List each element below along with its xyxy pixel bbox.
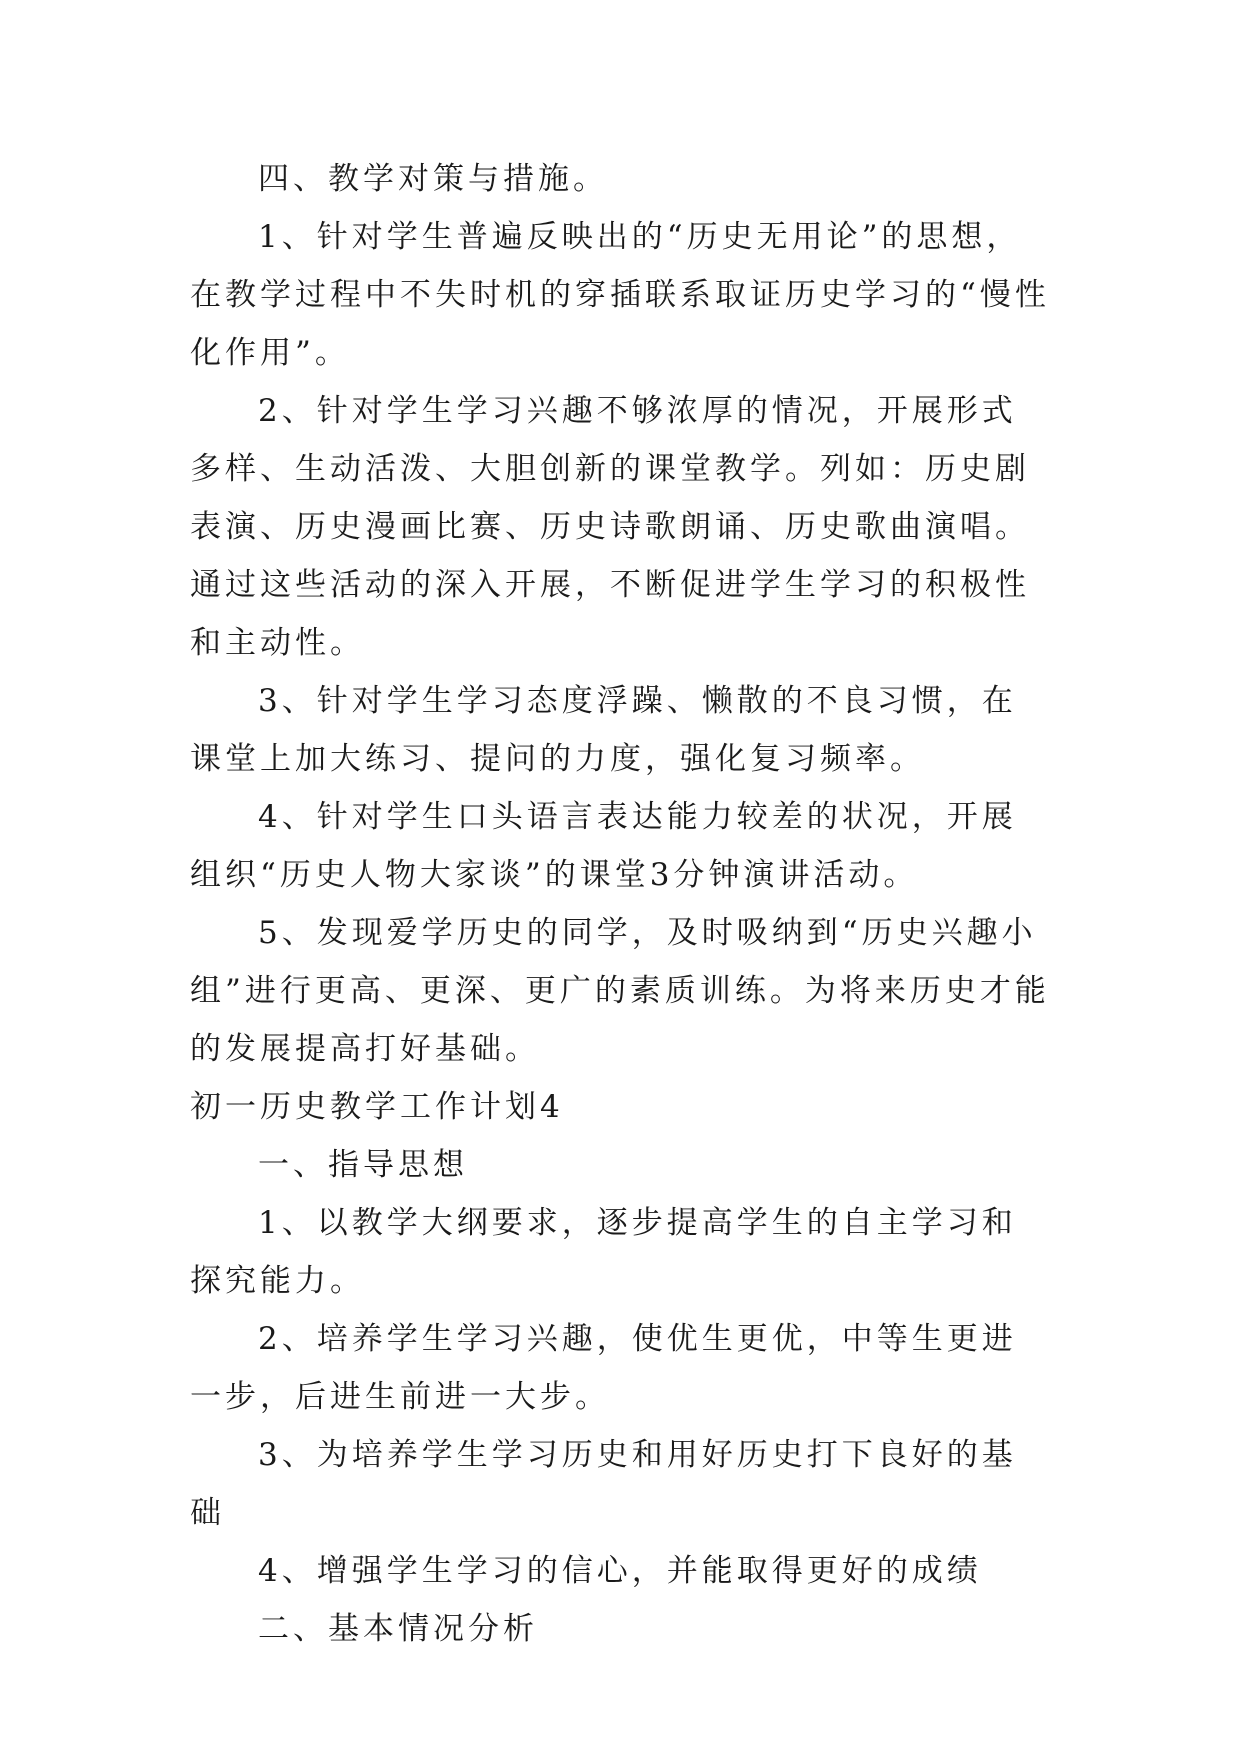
paragraph: 2、培养学生学习兴趣，使优生更优，中等生更进一步，后进生前进一大步。 bbox=[190, 1321, 1017, 1415]
document-title: 初一历史教学工作计划4 bbox=[190, 1089, 564, 1125]
paragraph: 1、以教学大纲要求，逐步提高学生的自主学习和探究能力。 bbox=[190, 1205, 1017, 1299]
paragraph: 2、针对学生学习兴趣不够浓厚的情况，开展形式多样、生动活泼、大胆创新的课堂教学。列如：历史剧表演、历史漫画比赛、历史诗歌朗诵、历史歌曲演唱。通过这些活动的深入开展，不断促进学生学习的积极性和主动性。 bbox=[190, 393, 1030, 661]
document-body bbox=[190, 150, 1050, 1658]
paragraph: 3、为培养学生学习历史和用好历史打下良好的基础 bbox=[190, 1437, 1017, 1531]
paragraph: 3、针对学生学习态度浮躁、懒散的不良习惯，在课堂上加大练习、提问的力度，强化复习频率。 bbox=[190, 683, 1017, 777]
paragraph: 4、增强学生学习的信心，并能取得更好的成绩 bbox=[258, 1553, 982, 1589]
paragraph: 1、针对学生普遍反映出的“历史无用论”的思想，在教学过程中不失时机的穿插联系取证历史学习的“慢性化作用”。 bbox=[190, 219, 1050, 371]
section-heading: 一、指导思想 bbox=[258, 1147, 468, 1183]
section-heading: 二、基本情况分析 bbox=[258, 1611, 538, 1647]
section-heading: 四、教学对策与措施。 bbox=[258, 161, 608, 197]
paragraph: 5、发现爱学历史的同学，及时吸纳到“历史兴趣小组”进行更高、更深、更广的素质训练。为将来历史才能的发展提高打好基础。 bbox=[190, 915, 1050, 1067]
paragraph: 4、针对学生口头语言表达能力较差的状况，开展组织“历史人物大家谈”的课堂3分钟演讲活动。 bbox=[190, 799, 1017, 893]
